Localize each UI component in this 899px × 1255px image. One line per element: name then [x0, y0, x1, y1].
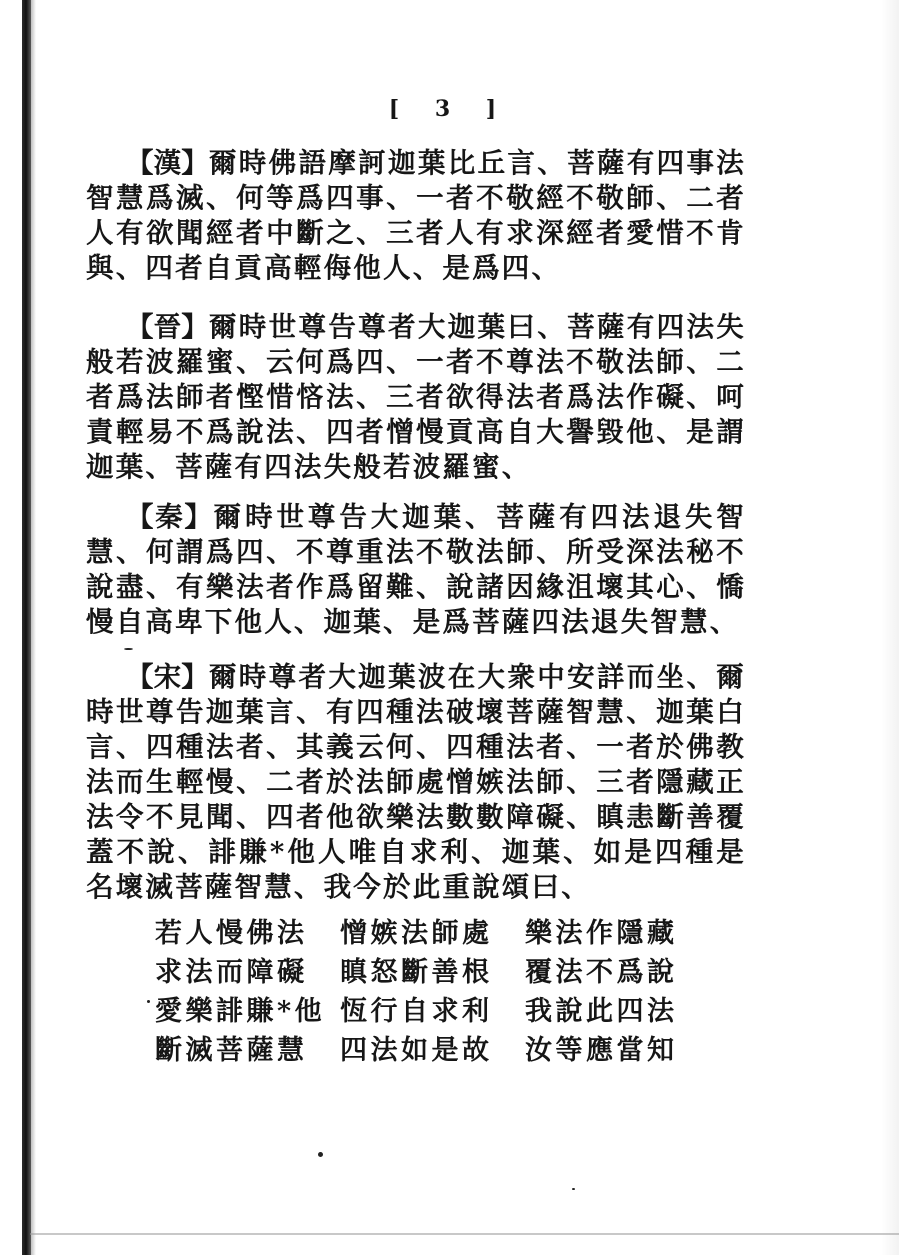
dynasty-label: 【宋】: [126, 661, 209, 693]
verse-phrase: 憎嫉法師處: [340, 918, 493, 949]
section-text: 爾時佛語摩訶迦葉比丘言、菩薩有四事法智慧爲滅、何等爲四事、一者不敬經不敬師、二者人有欲聞經者中斷之、三者人有求深經者愛惜不肯與、四者自貢高輕侮他人、是爲四、: [86, 147, 746, 284]
verse-phrase: 汝等應當知: [525, 1035, 678, 1066]
verse-phrase: 愛樂誹賺*他: [155, 996, 326, 1027]
ink-speck: [572, 1188, 575, 1190]
verse-phrase: 若人慢佛法: [155, 918, 308, 949]
verse-phrase: 求法而障礙: [155, 957, 308, 988]
dynasty-label: 【晉】: [126, 311, 209, 343]
page-binding-edge: [22, 0, 31, 1255]
verse-phrase: 我說此四法: [525, 996, 678, 1027]
section-text: 爾時世尊告尊者大迦葉曰、菩薩有四法失般若波羅蜜、云何爲四、一者不尊法不敬法師、二者爲法師者慳惜悋法、三者欲得法者爲法作礙、呵責輕易不爲說法、四者憎慢貢高自大譽毀他、是謂迦葉、菩薩有四法失般若波羅蜜、: [86, 311, 746, 483]
section-han: [86, 146, 746, 286]
section-song: [86, 660, 746, 905]
right-edge-shade: [881, 0, 899, 1255]
dynasty-label: 【漢】: [126, 147, 209, 179]
binding-shadow: [31, 0, 36, 1255]
verse-phrase: 斷滅菩薩慧: [155, 1035, 308, 1066]
ink-speck: [318, 1152, 323, 1157]
verse-phrase: 四法如是故: [340, 1035, 493, 1066]
verse-block: [155, 918, 715, 1066]
section-qin: [86, 500, 746, 640]
ink-speck: [124, 648, 133, 650]
verse-phrase: 樂法作隱藏: [525, 918, 678, 949]
section-jin: [86, 310, 746, 485]
verse-phrase: 覆法不爲說: [525, 957, 678, 988]
page-number: [ 3 ]: [388, 96, 511, 122]
dynasty-label: 【秦】: [126, 501, 214, 533]
verse-phrase: 恆行自求利: [340, 996, 493, 1027]
ink-speck: [147, 1000, 150, 1003]
bottom-edge-line: [30, 1233, 899, 1235]
verse-phrase: 瞋怒斷善根: [340, 957, 493, 988]
section-text: 爾時世尊告大迦葉、菩薩有四法退失智慧、何謂爲四、不尊重法不敬法師、所受深法秘不說盡、有樂法者作爲留難、說諸因緣沮壞其心、憍慢自高卑下他人、迦葉、是爲菩薩四法退失智慧、: [86, 501, 747, 638]
section-text: 爾時尊者大迦葉波在大衆中安詳而坐、爾時世尊告迦葉言、有四種法破壞菩薩智慧、迦葉白言、四種法者、其義云何、四種法者、一者於佛教法而生輕慢、二者於法師處憎嫉法師、三者隱藏正法令不見聞、四者他欲樂法數數障礙、瞋恚斷善覆蓋不說、誹賺*他人唯自求利、迦葉、如是四種是名壞滅菩薩智慧、我今於此重說頌曰、: [86, 661, 746, 903]
